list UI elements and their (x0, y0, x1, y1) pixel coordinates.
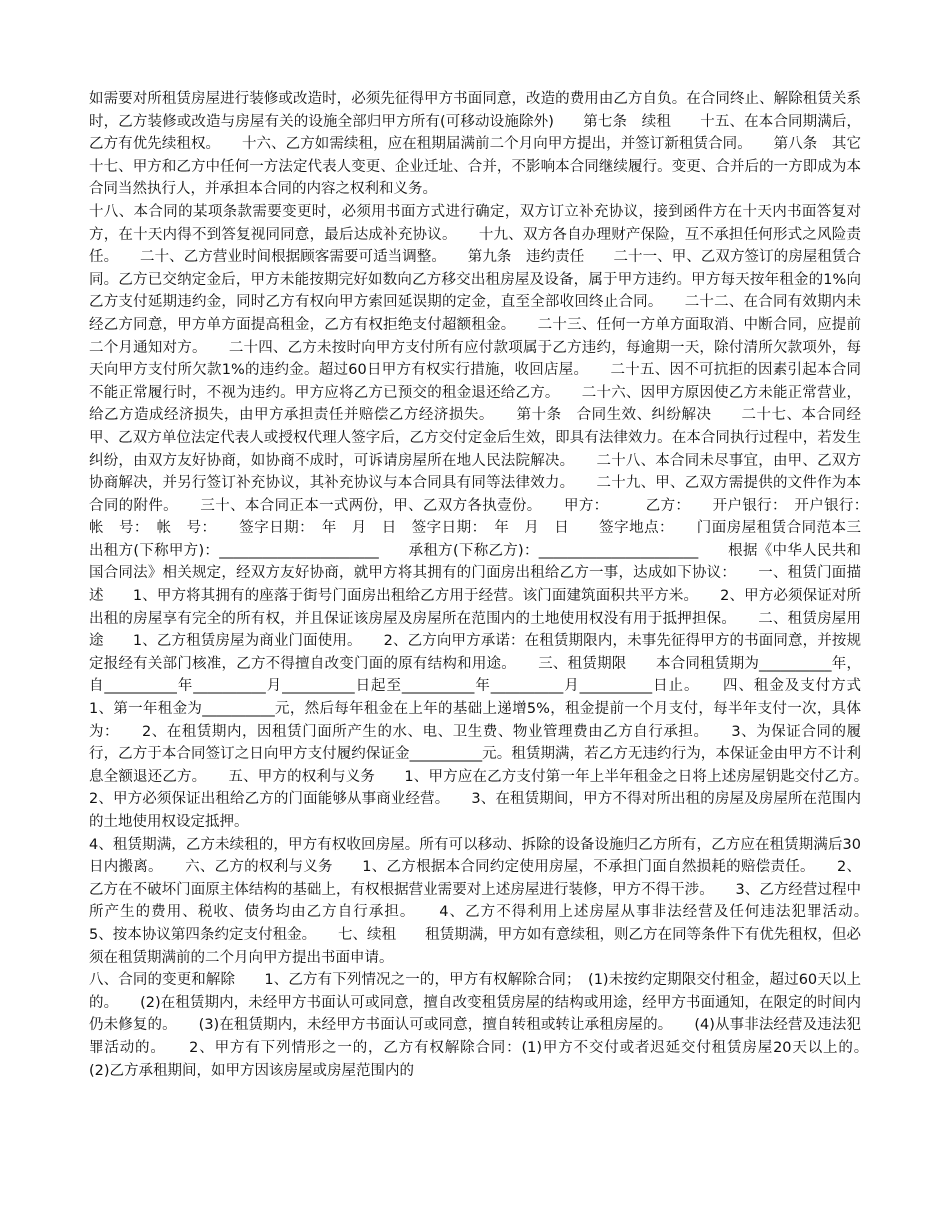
contract-text-body (89, 88, 890, 1082)
contract-paragraph-4: 八、合同的变更和解除 1、乙方有下列情况之一的，甲方有权解除合同； (1)未按约定期限交付租金，超过60天以上的。 (2)在租赁期内，未经甲方书面认可或同意，擅自改变租赁房屋的结构或用途，经甲方书面通知，在限定的时间内仍未修复的。 (3)在租赁期内，未经甲方书面认可或同意，擅自转租或转让承租房屋的。 (4)从事非法经营及违法犯罪活动的。 2、甲方有下列情形之一的，乙方有权解除合同：(1)甲方不交付或者迟延交付租赁房屋20天以上的。 (2)乙方承租期间，如甲方因该房屋或房屋范围内的 (89, 972, 890, 1079)
contract-paragraph-3: 4、租赁期满，乙方未续租的，甲方有权收回房屋。所有可以移动、拆除的设备设施归乙方所有，乙方应在租赁期满后30日内搬离。 六、乙方的权利与义务 1、乙方根据本合同约定使用房屋，不承担门面自然损耗的赔偿责任。 2、乙方在不破坏门面原主体结构的基础上，有权根据营业需要对上述房屋进行装修，甲方不得干涉。 3、乙方经营过程中所产生的费用、税收、债务均由乙方自行承担。 4、乙方不得利用上述房屋从事非法经营及任何违法犯罪活动。 5、按本协议第四条约定支付租金。 七、续租 租赁期满，甲方如有意续租，则乙方在同等条件下有优先租权，但必须在租赁期满前的二个月向甲方提出书面申请。 (89, 836, 890, 966)
contract-paragraph-1: 如需要对所租赁房屋进行装修或改造时，必须先征得甲方书面同意，改造的费用由乙方自负。在合同终止、解除租赁关系时，乙方装修或改造与房屋有关的设施全部归甲方所有(可移动设施除外) 第七条 续租 十五、在本合同期满后，乙方有优先续租权。 十六、乙方如需续租，应在租期届满前二个月向甲方提出，并签订新租赁合同。 第八条 其它 十七、甲方和乙方中任何一方法定代表人变更、企业迁址、合并，不影响本合同继续履行。变更、合并后的一方即成为本合同当然执行人，并承担本合同的内容之权利和义务。 (89, 91, 890, 198)
contract-paragraph-2: 十八、本合同的某项条款需要变更时，必须用书面方式进行确定，双方订立补充协议，接到函件方在十天内书面答复对方，在十天内得不到答复视同同意，最后达成补充协议。 十九、双方各自办理财产保险，互不承担任何形式之风险责任。 二十、乙方营业时间根据顾客需要可适当调整。 第九条 违约责任 二十一、甲、乙双方签订的房屋租赁合同。乙方已交纳定金后，甲方未能按期完好如数向乙方移交出租房屋及设备，属于甲方违约。甲方每天按年租金的1%向乙方支付延期违约金，同时乙方有权向甲方索回延误期的定金，直至全部收回终止合同。 二十二、在合同有效期内未经乙方同意，甲方单方面提高租金，乙方有权拒绝支付超额租金。 二十三、任何一方单方面取消、中断合同，应提前二个月通知对方。 二十四、乙方未按时向甲方支付所有应付款项属于乙方违约，每逾期一天，除付清所欠款项外，每天向甲方支付所欠款1%的违约金。超过60日甲方有权实行措施，收回店屋。 二十五、因不可抗拒的因素引起本合同不能正常履行时，不视为违约。甲方应将乙方已预交的租金退还给乙方。 二十六、因甲方原因使乙方未能正常营业，给乙方造成经济损失，由甲方承担责任并赔偿乙方经济损失。 第十条 合同生效、纠纷解决 二十七、本合同经甲、乙双方单位法定代表人或授权代理人签字后，乙方交付定金后生效，即具有法律效力。在本合同执行过程中，若发生纠纷，由双方友好协商，如协商不成时，可诉请房屋所在地人民法院解决。 二十八、本合同未尽事宜，由甲、乙双方协商解决，并另行签订补充协议，其补充协议与本合同具有同等法律效力。 二十九、甲、乙双方需提供的文件作为本合同的附件。 三十、本合同正本一式两份，甲、乙双方各执壹份。 甲方： 乙方： 开户银行： 开户银行： 帐 号： 帐 号： 签字日期： 年 月 日 签字日期： 年 月 日 签字地点： 门面房屋租赁合同范本三 出租方(下称甲方)：______________________ 承租方(下称乙方)：______________________ 根据《中华人民共和国合同法》相关规定，经双方友好协商，就甲方将其拥有的门面房出租给乙方一事，达成如下协议： 一、租赁门面描述 1、甲方将其拥有的座落于街号门面房出租给乙方用于经营。该门面建筑面积共平方米。 2、甲方必须保证对所出租的房屋享有完全的所有权，并且保证该房屋及房屋所在范围内的土地使用权没有用于抵押担保。 二、租赁房屋用途 1、乙方租赁房屋为商业门面使用。 2、乙方向甲方承诺：在租赁期限内，未事先征得甲方的书面同意，并按规定报经有关部门核准，乙方不得擅自改变门面的原有结构和用途。 三、租赁期限 本合同租赁期为__________年，自__________年__________月__________日起至__________年__________月__________日止。 四、租金及支付方式 1、第一年租金为__________元，然后每年租金在上年的基础上递增5%，租金提前一个月支付，每半年支付一次，具体为： 2、在租赁期内，因租赁门面所产生的水、电、卫生费、物业管理费由乙方自行承担。 3、为保证合同的履行，乙方于本合同签订之日向甲方支付履约保证金__________元。租赁期满，若乙方无违约行为，本保证金由甲方不计利息全额退还乙方。 五、甲方的权利与义务 1、甲方应在乙方支付第一年上半年租金之日将上述房屋钥匙交付乙方。 2、甲方必须保证出租给乙方的门面能够从事商业经营。 3、在租赁期间，甲方不得对所出租的房屋及房屋所在范围内的土地使用权设定抵押。 (89, 203, 890, 830)
